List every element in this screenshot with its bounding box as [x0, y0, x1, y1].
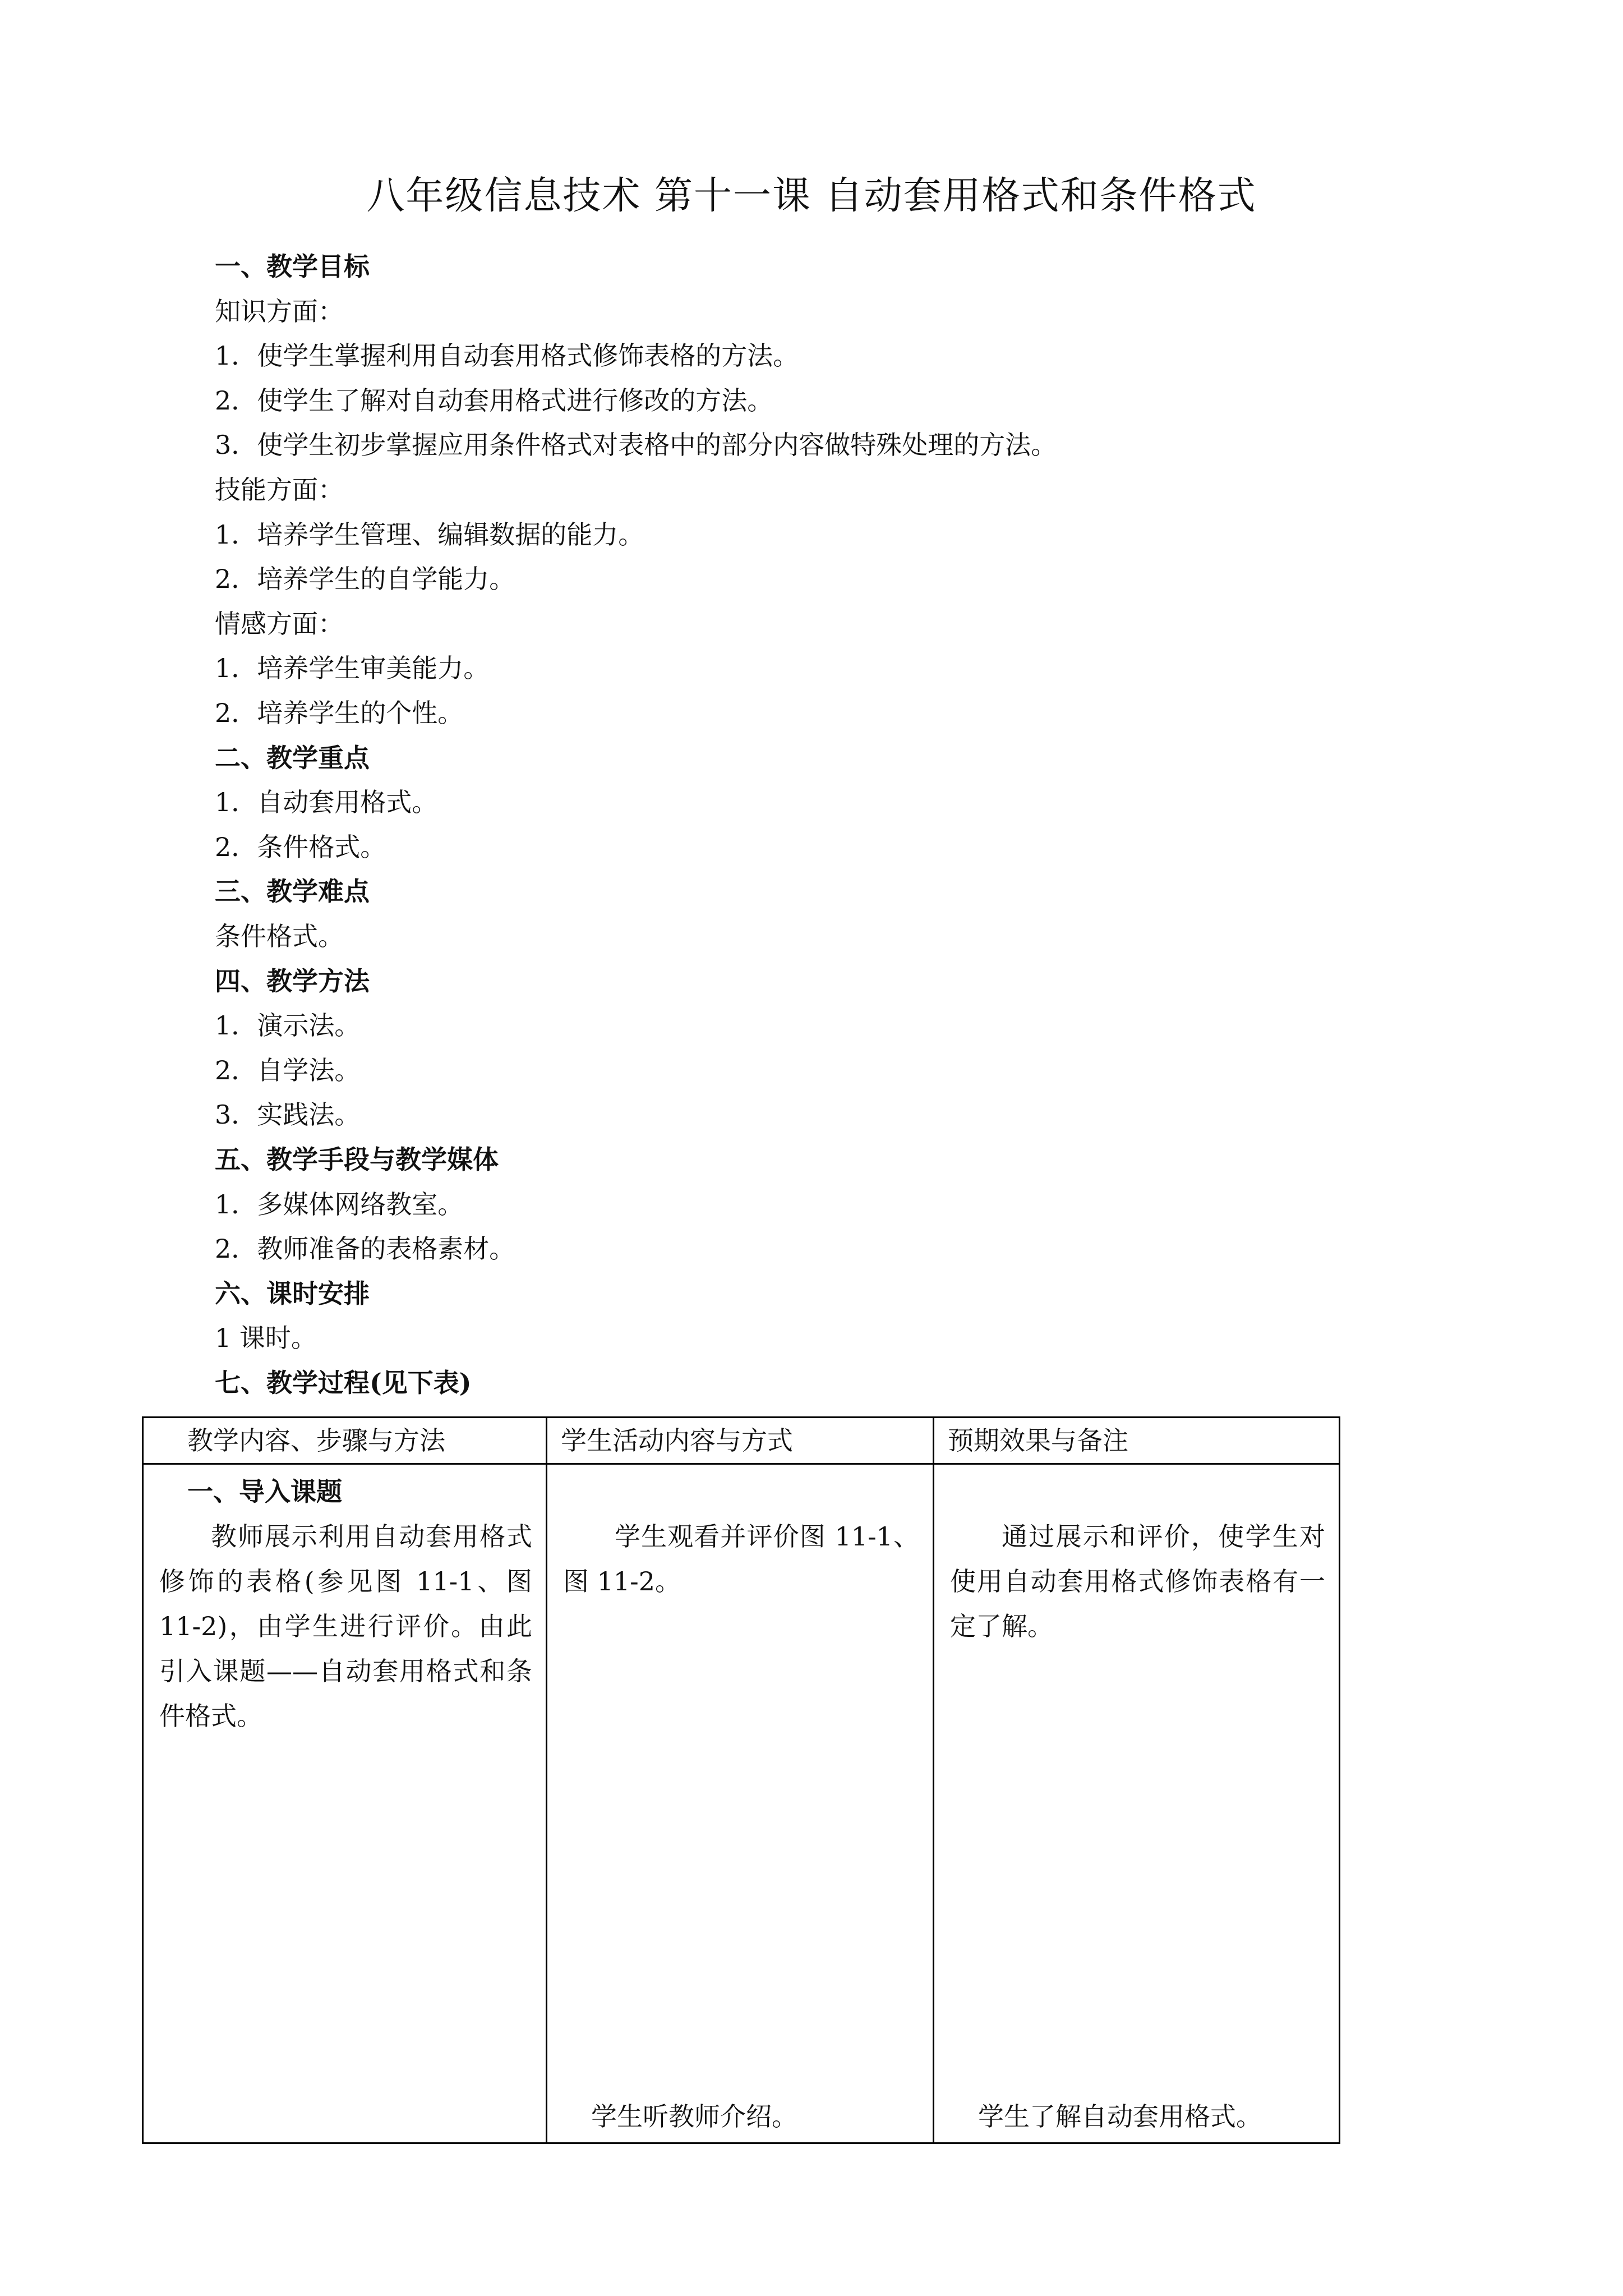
- body-line: 1．培养学生管理、编辑数据的能力。: [215, 519, 644, 550]
- teaching-process-table: [142, 1416, 1340, 2144]
- body-line: 2．教师准备的表格素材。: [215, 1234, 515, 1264]
- cell-bottom-note: 学生了解自动套用格式。: [978, 2101, 1262, 2132]
- body-line: 条件格式。: [215, 921, 344, 951]
- body-line: 知识方面：: [215, 296, 344, 326]
- section-heading: 七、教学过程(见下表): [215, 1368, 472, 1398]
- cell-bottom-note: 学生听教师介绍。: [591, 2101, 797, 2132]
- cell-paragraph: 学生观看并评价图 11-1、图 11-2。: [563, 1521, 919, 1596]
- table-header-row: [143, 1418, 1340, 1464]
- body-line: 2．培养学生的个性。: [215, 698, 464, 728]
- body-line: 2．使学生了解对自动套用格式进行修改的方法。: [215, 385, 773, 416]
- table-header-activity: 学生活动内容与方式: [547, 1418, 934, 1464]
- table-cell-activity: [547, 1464, 934, 2143]
- body-line: 1．演示法。: [215, 1010, 361, 1041]
- body-line: 2．条件格式。: [215, 832, 386, 862]
- body-line: 1．培养学生审美能力。: [215, 653, 490, 683]
- section-heading: 三、教学难点: [215, 876, 370, 907]
- table-cell-effect: [934, 1464, 1340, 2143]
- section-heading: 一、教学目标: [215, 251, 370, 282]
- cell-paragraph: 教师展示利用自动套用格式修饰的表格(参见图 11-1、图 11-2)，由学生进行评价。由此引入课题——自动套用格式和条件格式。: [159, 1521, 532, 1731]
- body-line: 1 课时。: [215, 1323, 317, 1353]
- section-heading: 二、教学重点: [215, 743, 370, 773]
- body-line: 1．自动套用格式。: [215, 787, 438, 817]
- body-line: 1．使学生掌握利用自动套用格式修饰表格的方法。: [215, 341, 799, 371]
- page-title: 八年级信息技术 第十一课 自动套用格式和条件格式: [366, 174, 1257, 218]
- body-line: 3．实践法。: [215, 1099, 361, 1130]
- body-line: 3．使学生初步掌握应用条件格式对表格中的部分内容做特殊处理的方法。: [215, 430, 1057, 460]
- table-header-effect: 预期效果与备注: [934, 1418, 1340, 1464]
- cell-section-heading: 一、导入课题: [187, 1476, 342, 1507]
- table-row: [143, 1464, 1340, 2143]
- body-line: 2．自学法。: [215, 1055, 361, 1085]
- table-header-content: 教学内容、步骤与方法: [143, 1418, 547, 1464]
- cell-paragraph: 通过展示和评价，使学生对使用自动套用格式修饰表格有一定了解。: [950, 1521, 1325, 1641]
- section-heading: 五、教学手段与教学媒体: [215, 1144, 499, 1175]
- section-heading: 六、课时安排: [215, 1278, 370, 1309]
- body-line: 1．多媒体网络教室。: [215, 1189, 464, 1220]
- section-heading: 四、教学方法: [215, 966, 370, 996]
- body-line: 2．培养学生的自学能力。: [215, 564, 515, 594]
- body-line: 情感方面：: [215, 609, 344, 639]
- body-line: 技能方面：: [215, 475, 344, 505]
- table-cell-content: [143, 1464, 547, 2143]
